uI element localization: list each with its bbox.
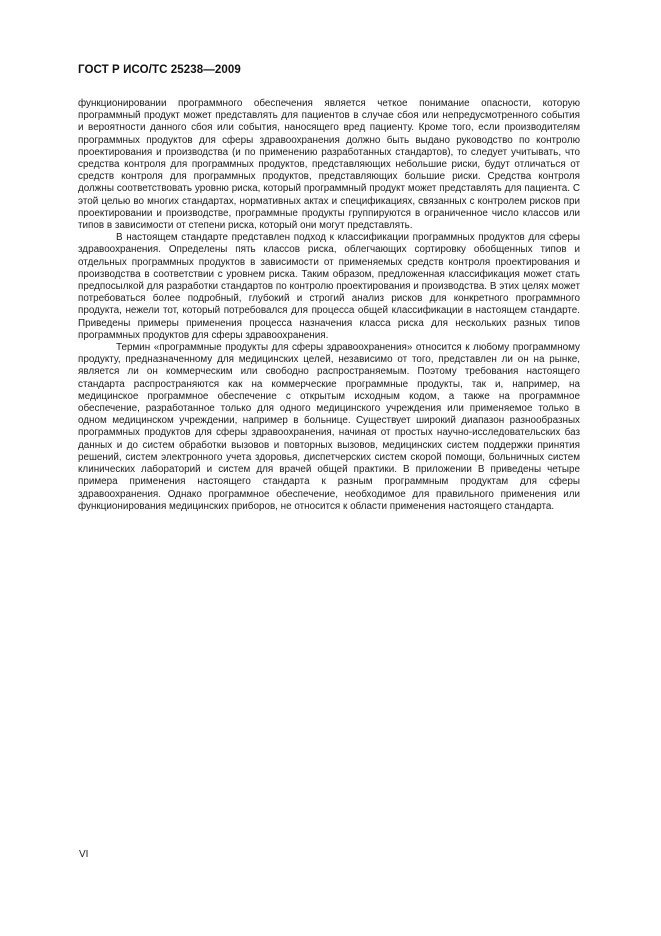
paragraph-continuation: функционировании программного обеспечения является четкое понимание опасности, которую программный продукт может представлять для пациентов в случае сбоя или непредусмотренного события и вероятности данного сбоя или события, наносящего вред пациенту. Кроме того, если производителям программных продуктов для сферы здравоохранения должно быть выдано руководство по контролю проектирования и производства (и по применению разработанных стандартов), то следует учитывать, что средства контроля для программных продуктов, представляющих небольшие риски, будут отличаться от средств контроля для программных продуктов, представляющих большие риски. Средства контроля должны соответствовать уровню риска, который программный продукт может представлять для пациента. С этой целью во многих стандартах, нормативных актах и спецификациях, связанных с контролем рисков при проектировании и производстве, программные продукты группируются в ограниченное число классов или типов в зависимости от степени риска, который они могут представлять. [78, 98, 580, 232]
page-number: VI [79, 849, 89, 860]
paragraph-term-definition: Термин «программные продукты для сферы здравоохранения» относится к любому программному продукту, предназначенному для медицинских целей, независимо от того, представлен ли он на рынке, является ли он коммерческим или свободно распространяемым. Поэтому требования настоящего стандарта распространяются как на коммерческие программные продукты, так и, например, на медицинское программное обеспечение с открытым исходным кодом, а также на программное обеспечение, разработанное только для одного медицинского учреждения или применяемое только в одном медицинском учреждении, например в больнице. Существует широкий диапазон разнообразных программных продуктов для сферы здравоохранения, начиная от простых научно-исследовательских баз данных и до систем обработки вызовов и повторных вызовов, медицинских систем поддержки принятия решений, систем электронного учета здоровья, диспетчерских систем скорой помощи, больничных систем клинических лабораторий и систем для врачей общей практики. В приложении В приведены четыре примера применения настоящего стандарта к разным программным продуктам для сферы здравоохранения. Однако программное обеспечение, необходимое для правильного применения или функционирования медицинских приборов, не относится к области применения настоящего стандарта. [78, 342, 580, 512]
document-header-title: ГОСТ Р ИСО/ТС 25238—2009 [78, 64, 241, 76]
paragraph-classification-approach: В настоящем стандарте представлен подход к классификации программных продуктов для сферы здравоохранения. Определены пять классов риска, облегчающих сортировку обобщенных типов и отдельных программных продуктов в зависимости от применяемых средств контроля проектирования и производства в соответствии с уровнем риска. Таким образом, предложенная классификация может стать предпосылкой для разработки стандартов по контролю проектирования и производства. В этих целях может потребоваться более подробный, глубокий и строгий анализ рисков для конкретного программного продукта, нежели тот, который потребовался для процесса общей классификации в настоящем стандарте. Приведены примеры применения процесса назначения класса риска для нескольких разных типов программных продуктов для сферы здравоохранения. [78, 232, 580, 341]
document-body [78, 98, 580, 513]
